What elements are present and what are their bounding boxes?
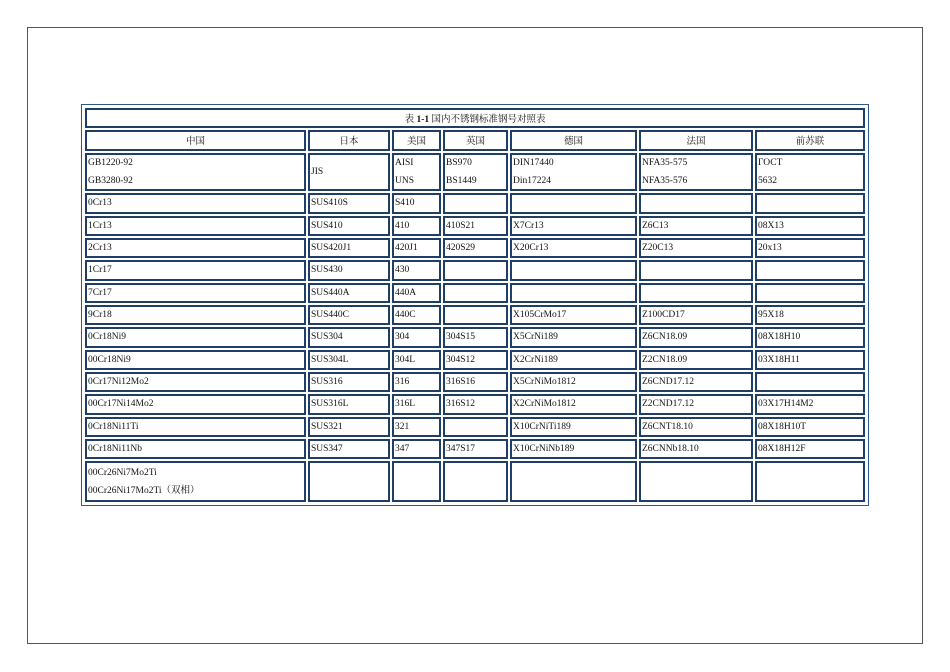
grade-germany: X5CrNi189 [510,327,637,347]
table-title-prefix: 表 [404,115,415,126]
standard-line: GB1220-92 [88,157,133,168]
table-title-text: 国内不锈钢标准钢号对照表 [431,115,546,126]
standard-line: AISI [395,157,414,168]
table-title [85,108,865,128]
standard-japan [308,153,390,192]
grade-ussr [755,283,865,303]
table-title-row [85,108,865,128]
grade-germany [510,260,637,280]
grade-germany: X2CrNi189 [510,350,637,370]
header-japan: 日本 [308,130,390,150]
grade-uk: 410S21 [443,216,508,236]
grade-ussr: 03X18H11 [755,350,865,370]
standard-germany [510,153,637,192]
table-row [85,283,865,303]
grade-ussr: 08X18H10 [755,327,865,347]
grade-germany [510,193,637,213]
grade-france: Z6CN18.09 [639,327,753,347]
header-usa: 美国 [392,130,441,150]
grade-germany: X7Cr13 [510,216,637,236]
grade-uk: 304S15 [443,327,508,347]
table-row [85,260,865,280]
standard-uk [443,153,508,192]
grade-ussr [755,461,865,502]
grade-usa: 321 [392,417,441,437]
grade-uk [443,283,508,303]
standard-line: GB3280-92 [88,175,133,186]
grade-japan: SUS316L [308,394,390,414]
standard-line: Din17224 [513,175,551,186]
table-row-duplex [85,461,865,502]
standard-line: 5632 [758,175,777,186]
standard-line: NFA35-576 [642,175,688,186]
grade-japan: SUS304 [308,327,390,347]
standard-line: DIN17440 [513,157,554,168]
grade-uk [443,305,508,325]
table-row [85,350,865,370]
grade-japan [308,461,390,502]
grade-france: Z2CND17.12 [639,394,753,414]
grade-china: 1Cr17 [85,260,306,280]
grade-china: 0Cr17Ni12Mo2 [85,372,306,392]
grade-line: 00Cr26Ni17Mo2Ti（双相） [88,485,200,496]
grade-japan: SUS440C [308,305,390,325]
grade-usa: 316L [392,394,441,414]
standard-line: NFA35-575 [642,157,688,168]
grade-ussr: 08X18H12F [755,439,865,459]
header-uk: 英国 [443,130,508,150]
grade-uk: 420S29 [443,238,508,258]
grade-china: 0Cr18Ni11Nb [85,439,306,459]
table-row [85,193,865,213]
standard-line: BS970 [446,157,472,168]
header-china: 中国 [85,130,306,150]
grade-uk: 316S16 [443,372,508,392]
header-ussr: 前苏联 [755,130,865,150]
grade-usa: 304L [392,350,441,370]
grade-germany: X10CrNiNb189 [510,439,637,459]
grade-china: 2Cr13 [85,238,306,258]
standard-ussr [755,153,865,192]
grade-germany [510,461,637,502]
grade-usa: S410 [392,193,441,213]
standard-line: UNS [395,175,415,186]
grade-germany: X5CrNiMo1812 [510,372,637,392]
grade-uk: 304S12 [443,350,508,370]
grade-france [639,260,753,280]
grade-france [639,461,753,502]
steel-grade-table [83,106,867,504]
grade-china [85,461,306,502]
grade-germany [510,283,637,303]
grade-france: Z6CNNb18.10 [639,439,753,459]
standard-line: BS1449 [446,175,477,186]
standard-line: ГОСТ [758,157,783,168]
standard-usa [392,153,441,192]
grade-france: Z100CD17 [639,305,753,325]
grade-uk [443,461,508,502]
grade-france: Z6CNT18.10 [639,417,753,437]
grade-ussr: 20x13 [755,238,865,258]
grade-china: 7Cr17 [85,283,306,303]
grade-china: 0Cr18Ni9 [85,327,306,347]
grade-china: 9Cr18 [85,305,306,325]
grade-china: 0Cr13 [85,193,306,213]
grade-usa: 440C [392,305,441,325]
header-row [85,130,865,150]
standards-row [85,153,865,192]
grade-ussr: 08X18H10T [755,417,865,437]
table-row [85,327,865,347]
grade-usa: 410 [392,216,441,236]
grade-uk [443,193,508,213]
grade-japan: SUS440A [308,283,390,303]
grade-uk [443,260,508,280]
grade-japan: SUS410S [308,193,390,213]
grade-uk: 347S17 [443,439,508,459]
grade-china: 0Cr18Ni11Ti [85,417,306,437]
grade-japan: SUS430 [308,260,390,280]
header-france: 法国 [639,130,753,150]
grade-germany: X2CrNiMo1812 [510,394,637,414]
table-title-number: 1-1 [416,115,430,126]
grade-ussr [755,372,865,392]
grade-japan: SUS321 [308,417,390,437]
standard-france [639,153,753,192]
grade-uk [443,417,508,437]
grade-japan: SUS410 [308,216,390,236]
table-row [85,417,865,437]
grade-germany: X105CrMo17 [510,305,637,325]
grade-ussr: 03X17H14M2 [755,394,865,414]
grade-usa: 430 [392,260,441,280]
grade-france: Z6C13 [639,216,753,236]
grade-usa: 304 [392,327,441,347]
table-row [85,394,865,414]
grade-japan: SUS316 [308,372,390,392]
grade-france: Z6CND17.12 [639,372,753,392]
grade-ussr: 08X13 [755,216,865,236]
grade-france: Z20C13 [639,238,753,258]
grade-france [639,193,753,213]
grade-uk: 316S12 [443,394,508,414]
grade-japan: SUS420J1 [308,238,390,258]
grade-japan: SUS304L [308,350,390,370]
standard-line: JIS [311,166,324,177]
grade-france: Z2CN18.09 [639,350,753,370]
grade-china: 00Cr18Ni9 [85,350,306,370]
table-row [85,439,865,459]
grade-germany: X10CrNiTi189 [510,417,637,437]
grade-usa: 347 [392,439,441,459]
grade-china: 1Cr13 [85,216,306,236]
grade-ussr [755,260,865,280]
table-row [85,216,865,236]
grade-ussr [755,193,865,213]
grade-germany: X20Cr13 [510,238,637,258]
table-row [85,305,865,325]
table-row [85,238,865,258]
grade-japan: SUS347 [308,439,390,459]
grade-line: 00Cr26Ni7Mo2Ti [88,467,157,478]
grade-france [639,283,753,303]
grade-usa [392,461,441,502]
header-germany: 德国 [510,130,637,150]
grade-usa: 440A [392,283,441,303]
grade-ussr: 95X18 [755,305,865,325]
steel-comparison-table [81,104,869,506]
grade-usa: 420J1 [392,238,441,258]
standard-china [85,153,306,192]
grade-usa: 316 [392,372,441,392]
table-row [85,372,865,392]
grade-china: 00Cr17Ni14Mo2 [85,394,306,414]
